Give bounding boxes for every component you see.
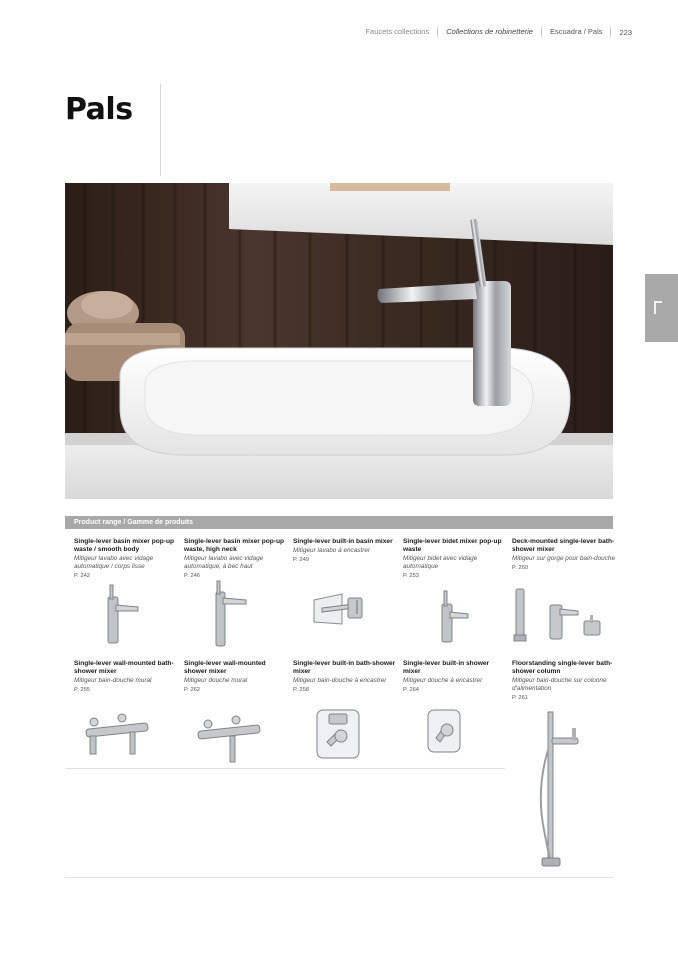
product-page-ref[interactable]: P. 253	[403, 573, 420, 579]
product-card[interactable]	[184, 660, 288, 694]
breadcrumb	[357, 27, 632, 37]
product-name: Deck-mounted single-lever bath-shower mixer	[512, 538, 615, 553]
built-in-shower-mixer-icon	[426, 708, 462, 754]
bottom-divider	[65, 877, 613, 878]
bidet-mixer-icon	[430, 588, 474, 644]
product-card[interactable]	[293, 660, 397, 694]
breadcrumb-item-escuadra-pals[interactable]: Escuadra / Pals	[542, 27, 612, 37]
product-name-fr: Mitigeur bidet avec vidage automatique	[403, 555, 478, 570]
product-name: Single-lever bidet mixer pop-up waste	[403, 538, 502, 553]
product-range-header: Product range / Gamme de produits	[65, 516, 613, 529]
deck-mounted-bath-shower-mixer-icon	[512, 585, 606, 643]
product-card[interactable]	[512, 538, 616, 572]
product-name: Single-lever basin mixer pop-up waste / smooth body	[74, 538, 175, 553]
built-in-bath-shower-mixer-icon	[315, 708, 361, 760]
row-divider	[65, 768, 505, 769]
product-page-ref[interactable]: P. 258	[293, 687, 310, 693]
product-card[interactable]	[512, 660, 616, 702]
product-page-ref[interactable]: P. 249	[293, 557, 310, 563]
product-card[interactable]	[74, 538, 178, 580]
basin-mixer-icon	[98, 583, 142, 645]
product-card[interactable]	[403, 660, 507, 694]
product-name-fr: Mitigeur lavabo à encastrer	[293, 547, 371, 554]
product-name-fr: Mitigeur lavabo avec vidage automatique, à bec haut	[184, 555, 264, 570]
product-page-ref[interactable]: P. 260	[512, 565, 529, 571]
wall-shower-mixer-icon	[192, 712, 266, 764]
product-name: Single-lever built-in basin mixer	[293, 538, 393, 545]
product-name-fr: Mitigeur douche mural	[184, 677, 248, 684]
page-number: 223	[619, 27, 632, 37]
hero-image	[65, 183, 613, 499]
product-name-fr: Mitigeur sur gorge pour bain-douche	[512, 555, 616, 562]
product-card[interactable]	[293, 538, 397, 564]
product-page-ref[interactable]: P. 261	[512, 695, 529, 701]
product-name: Single-lever built-in shower mixer	[403, 660, 490, 675]
product-name: Single-lever wall-mounted shower mixer	[184, 660, 266, 675]
product-page-ref[interactable]: P. 246	[184, 573, 201, 579]
section-side-tab[interactable]	[645, 274, 678, 342]
breadcrumb-item-collections[interactable]: Collections de robinetterie	[438, 27, 542, 37]
product-name: Floorstanding single-lever bath-shower column	[512, 660, 613, 675]
product-page-ref[interactable]: P. 262	[184, 687, 201, 693]
product-card[interactable]	[184, 538, 288, 580]
product-name-fr: Mitigeur lavabo avec vidage automatique / corps lisse	[74, 555, 154, 570]
product-page-ref[interactable]: P. 255	[74, 687, 91, 693]
product-page-ref[interactable]: P. 264	[403, 687, 420, 693]
product-card[interactable]	[403, 538, 507, 580]
high-neck-basin-mixer-icon	[206, 580, 250, 648]
product-name: Single-lever basin mixer pop-up waste, high neck	[184, 538, 285, 553]
title-divider	[160, 84, 161, 176]
breadcrumb-item-faucets[interactable]: Faucets collections	[357, 27, 438, 37]
product-card[interactable]	[74, 660, 178, 694]
product-page-ref[interactable]: P. 242	[74, 573, 91, 579]
built-in-basin-mixer-icon	[312, 592, 366, 628]
product-name: Single-lever wall-mounted bath-shower mixer	[74, 660, 174, 675]
product-name-fr: Mitigeur bain-douche sur colonne d'alimentation	[512, 677, 607, 692]
page-title: Pals	[65, 92, 133, 127]
floorstanding-column-icon	[536, 710, 582, 870]
product-name-fr: Mitigeur bain-douche à encastrer	[293, 677, 387, 684]
product-name-fr: Mitigeur douche à encastrer	[403, 677, 483, 684]
wall-bath-shower-mixer-icon	[80, 710, 154, 758]
product-name: Single-lever built-in bath-shower mixer	[293, 660, 396, 675]
product-name-fr: Mitigeur bain-douche mural	[74, 677, 152, 684]
faucet-icon	[652, 299, 664, 315]
